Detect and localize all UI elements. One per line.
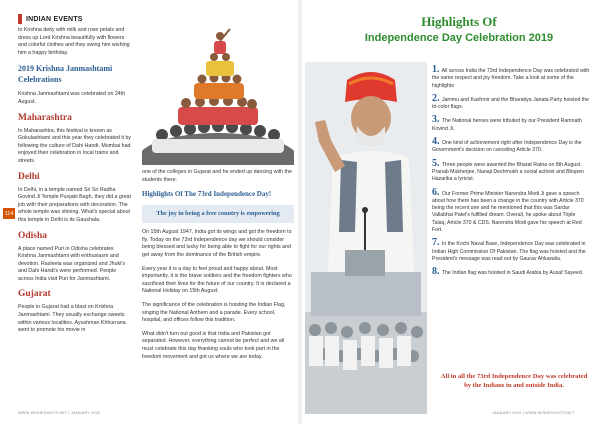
highlight-item <box>432 66 590 90</box>
highlight-item <box>432 268 590 277</box>
page-number: 114 <box>3 208 15 219</box>
independence-day-heading: Highlights Of The 73rd Independence Day! <box>142 190 272 199</box>
independence-paragraph-3: The significance of the celebration is hoisting the Indian Flag, singing the National Anthem and a parade. Every school, hospital, and offices follow this tradition. <box>142 301 286 324</box>
highlight-number: 5. <box>432 157 440 169</box>
highlight-text: The Indian flag was hoisted in Saudi Arabia by Ausaf Sayeed. <box>441 270 584 277</box>
highlight-item <box>432 116 590 133</box>
title-line-2: Independence Day Celebration 2019 <box>364 32 554 44</box>
left-column-2 <box>142 27 294 367</box>
highlight-number: 8. <box>432 266 440 278</box>
state-text-maharashtra: In Maharashtra, this festival is known as Gokulashtami and this year they celebrated it by following the culture of Dahi Handi. Mumbai had enjoyed their celebration in local trains and streets. <box>18 127 132 164</box>
section-tag-label: INDIAN EVENTS <box>26 15 83 23</box>
state-text-odisha: A place named Puri in Odisha celebrates Krishna Janmashtami with enthusiasm and devotion. Rasleela was organized and Jhuki's and Dahi Handi's were performed. People across India visit Puri for Janmashtami. <box>18 245 126 282</box>
highlight-text: Three people were awarded the Bharat Ratna on 8th August. Pranab Mukherjee, Nanaji Deshmukh a social activist and Bhupen Hazarika a lyricist. <box>432 161 584 183</box>
highlight-number: 7. <box>432 237 440 249</box>
page-gutter <box>297 0 303 424</box>
section-tag-bar <box>18 14 22 24</box>
highlight-number: 6. <box>432 186 440 198</box>
gujarat-continued-text: one of the colleges in Gujarat and he ended up dancing with the students there. <box>142 169 292 183</box>
independence-paragraph-2: Every year it is a day to feel proud and happy about. Most importantly, it is the brave soldiers and the freedom fighters who sacrificed their lives for the future of our country. It is declared a National Holiday on 15th August. <box>142 265 292 295</box>
independence-paragraph-1: On 15th August 1947, India got its wings and got the freedom to fly. Today on the 73rd Independence day we should consider being blessed and lucky for being able to fight for our rights and get away from the dominance of the British empire. <box>142 229 292 258</box>
state-heading-odisha: Odisha <box>18 230 48 241</box>
speaker-illustration <box>305 62 427 414</box>
janmashtami-heading: 2019 Krishna Janmashtami Celebrations <box>18 64 113 85</box>
highlight-text: In the Kochi Naval Base, Independence Day was celebrated in Indian High Commission Of Pakistan. The flag was hoisted and the President's message was read out by Gaurav Ahluwalia. <box>432 241 586 262</box>
independence-paragraph-4: What didn't turn out good is that India and Pakistan got separated. However, everything cannot be perfect and we all must celebrate this day thanking souls who took part in the freedom movement and got us where we are today. <box>142 330 285 360</box>
state-heading-gujarat: Gujarat <box>18 289 51 300</box>
highlight-number: 2. <box>432 92 440 104</box>
left-column-1 <box>18 27 132 341</box>
state-text-gujarat: People in Gujarat had a blast on Krishna Janmashtami. They usually exchange sweets within various localities. Ayushman Khhurrana went to promote his movie in <box>18 304 126 334</box>
state-heading-delhi: Delhi <box>18 171 40 182</box>
highlight-number: 3. <box>432 114 440 126</box>
closing-statement: All in all the 73rd Independence Day was celebrated by the Indians in and outside India. <box>440 373 588 389</box>
independence-day-photo <box>305 62 427 414</box>
highlight-text: One kind of achievement right after Independence Day is the Government's decision on canceling Article 370. <box>432 140 582 154</box>
human-pyramid-illustration <box>142 27 294 165</box>
highlights-list <box>432 66 590 283</box>
state-heading-maharashtra: Maharashtra <box>18 112 72 123</box>
janmashtami-date: Krishna Janmashtami was celebrated on 24th August. <box>18 91 126 105</box>
dahi-handi-photo <box>142 27 294 165</box>
pull-quote: The joy in being a free country is empowering <box>142 205 294 223</box>
highlight-item <box>432 186 590 235</box>
highlight-text: All across India the 73rd Independence Day was celebrated with the same respect and joy freedom. Take a look at some of the highlights <box>432 68 590 89</box>
left-footer: WWW.WISHESHOTS.NET | JANUARY 2020 <box>18 411 101 415</box>
title-line-1: Highlights Of <box>421 14 497 29</box>
highlight-item <box>432 239 590 263</box>
highlight-number: 4. <box>432 136 440 148</box>
highlight-item <box>432 138 590 155</box>
intro-paragraph: to Krishna deity with milk and rose petals and dress up Lord Krishna beautifully with flowers and colorful clothes and they swing him wishing him a happy birthday. <box>18 27 130 56</box>
highlight-number: 1. <box>432 64 440 75</box>
right-footer: JANUARY 2020 | WWW.WISHESHOTS.NET <box>492 411 575 415</box>
state-text-delhi: In Delhi, in a temple named Sri Sri Radha Govind Ji Temple Punjabi Bagh, they did a great job with their preparations with decoration. The whole temple was shining. What's special about this temple in Delhi is its Gaushala. <box>18 186 131 223</box>
section-tag <box>18 13 83 25</box>
highlight-text: Our Former Prime Minister Narendra Modi Ji gave a speech about how there has been a change in the country with Article 370 being the recent one and he mentioned that this was Sardar Vallabhai Patel's fulfilled dream. Overall, he spoke about Triple Talaq, Article 370 & CDS. Narendra Modi gave his speech at Red Fort. <box>432 190 584 234</box>
page-title <box>330 14 588 44</box>
highlight-text: The National heroes were tributed by our President Ramnath Kovind Ji. <box>432 118 582 132</box>
highlight-item <box>432 92 590 112</box>
highlight-text: Jammu and Kashmir and the Bharatiya Janata Party hoisted the tri-color flags. <box>432 96 590 111</box>
highlight-item <box>432 157 590 184</box>
